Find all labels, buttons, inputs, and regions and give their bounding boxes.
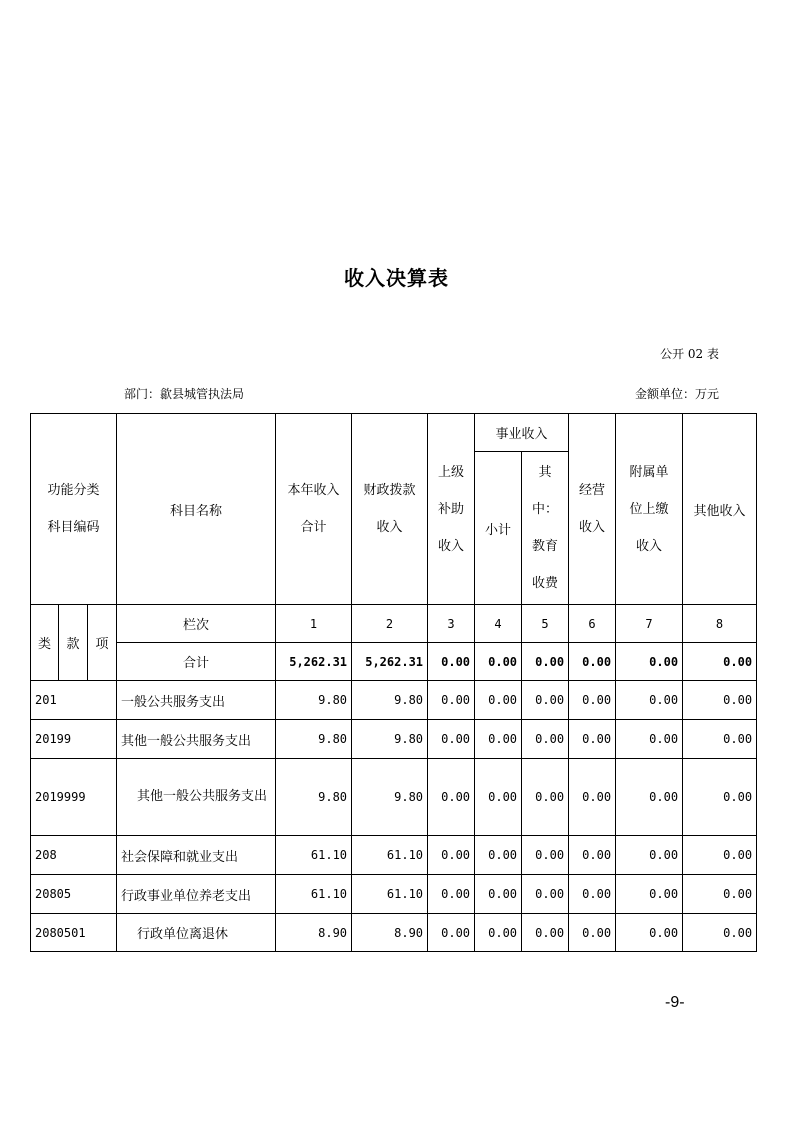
row-value: 0.00 xyxy=(475,875,522,914)
table-row xyxy=(31,914,757,952)
row-code: 208 xyxy=(31,836,117,875)
row-value: 0.00 xyxy=(475,720,522,759)
row-code: 2019999 xyxy=(31,759,117,836)
row-value: 61.10 xyxy=(352,836,428,875)
page-number: -9- xyxy=(665,994,685,1011)
row-value: 0.00 xyxy=(683,836,757,875)
row-code: 2080501 xyxy=(31,914,117,952)
row-value: 0.00 xyxy=(569,720,616,759)
row-value: 0.00 xyxy=(522,759,569,836)
header-operating: 经营 收入 xyxy=(569,414,616,605)
row-value: 0.00 xyxy=(475,681,522,720)
total-value: 0.00 xyxy=(616,643,683,681)
table-row xyxy=(31,759,757,836)
header-xiang: 项 xyxy=(88,605,117,681)
row-value: 61.10 xyxy=(352,875,428,914)
row-name: 其他一般公共服务支出 xyxy=(117,759,276,836)
total-row-label: 合计 xyxy=(117,643,276,681)
unit-label: 金额单位：万元 xyxy=(634,387,719,401)
table-row xyxy=(31,720,757,759)
row-value: 9.80 xyxy=(352,720,428,759)
row-value: 8.90 xyxy=(276,914,352,952)
row-value: 0.00 xyxy=(428,681,475,720)
row-value: 0.00 xyxy=(428,720,475,759)
row-value: 0.00 xyxy=(475,914,522,952)
row-value: 0.00 xyxy=(522,914,569,952)
header-superior: 上级 补助 收入 xyxy=(428,414,475,605)
col-num: 5 xyxy=(522,605,569,643)
header-business: 事业收入 xyxy=(475,414,569,452)
row-value: 0.00 xyxy=(475,836,522,875)
row-value: 9.80 xyxy=(352,759,428,836)
row-value: 0.00 xyxy=(616,914,683,952)
row-name: 社会保障和就业支出 xyxy=(117,836,276,875)
row-value: 9.80 xyxy=(276,759,352,836)
row-code: 20805 xyxy=(31,875,117,914)
total-value: 0.00 xyxy=(428,643,475,681)
row-value: 0.00 xyxy=(569,681,616,720)
row-value: 8.90 xyxy=(352,914,428,952)
row-value: 61.10 xyxy=(276,875,352,914)
row-value: 0.00 xyxy=(522,681,569,720)
header-fiscal: 财政拨款 收入 xyxy=(352,414,428,605)
column-no-label: 栏次 xyxy=(117,605,276,643)
header-edu: 其 中： 教育 收费 xyxy=(522,452,569,605)
row-value: 0.00 xyxy=(683,681,757,720)
total-value: 5,262.31 xyxy=(276,643,352,681)
row-value: 0.00 xyxy=(428,914,475,952)
row-value: 0.00 xyxy=(522,720,569,759)
row-value: 0.00 xyxy=(569,875,616,914)
table-row xyxy=(31,875,757,914)
header-other: 其他收入 xyxy=(683,414,757,605)
col-num: 3 xyxy=(428,605,475,643)
row-value: 0.00 xyxy=(428,875,475,914)
row-code: 201 xyxy=(31,681,117,720)
header-lei: 类 xyxy=(31,605,59,681)
form-number: 公开 02 表 xyxy=(660,347,719,361)
row-value: 0.00 xyxy=(683,875,757,914)
header-subtotal: 小计 xyxy=(475,452,522,605)
row-value: 0.00 xyxy=(683,720,757,759)
row-value: 0.00 xyxy=(522,875,569,914)
row-value: 0.00 xyxy=(569,836,616,875)
row-value: 0.00 xyxy=(475,759,522,836)
total-value: 0.00 xyxy=(522,643,569,681)
income-table xyxy=(30,413,757,952)
header-code xyxy=(31,414,117,605)
header-affiliated: 附属单 位上缴 收入 xyxy=(616,414,683,605)
row-name: 行政事业单位养老支出 xyxy=(117,875,276,914)
row-value: 0.00 xyxy=(428,759,475,836)
row-value: 0.00 xyxy=(616,875,683,914)
row-value: 9.80 xyxy=(276,720,352,759)
header-name: 科目名称 xyxy=(117,414,276,605)
page-title: 收入决算表 xyxy=(344,266,449,290)
row-name: 其他一般公共服务支出 xyxy=(117,720,276,759)
table-row xyxy=(31,836,757,875)
col-num: 4 xyxy=(475,605,522,643)
row-name: 一般公共服务支出 xyxy=(117,681,276,720)
col-num: 8 xyxy=(683,605,757,643)
department-label: 部门：歙县城管执法局 xyxy=(124,387,245,401)
total-value: 0.00 xyxy=(569,643,616,681)
row-value: 0.00 xyxy=(569,759,616,836)
row-code: 20199 xyxy=(31,720,117,759)
row-value: 9.80 xyxy=(276,681,352,720)
col-num: 7 xyxy=(616,605,683,643)
table-row xyxy=(31,681,757,720)
header-kuan: 款 xyxy=(59,605,88,681)
row-value: 0.00 xyxy=(569,914,616,952)
row-value: 0.00 xyxy=(616,836,683,875)
col-num: 6 xyxy=(569,605,616,643)
total-value: 0.00 xyxy=(475,643,522,681)
header-total: 本年收入 合计 xyxy=(276,414,352,605)
row-value: 0.00 xyxy=(616,759,683,836)
row-value: 0.00 xyxy=(616,681,683,720)
total-value: 0.00 xyxy=(683,643,757,681)
row-value: 0.00 xyxy=(428,836,475,875)
row-value: 0.00 xyxy=(683,914,757,952)
row-value: 0.00 xyxy=(683,759,757,836)
row-name: 行政单位离退休 xyxy=(117,914,276,952)
row-value: 61.10 xyxy=(276,836,352,875)
row-value: 0.00 xyxy=(616,720,683,759)
col-num: 1 xyxy=(276,605,352,643)
total-value: 5,262.31 xyxy=(352,643,428,681)
row-value: 0.00 xyxy=(522,836,569,875)
col-num: 2 xyxy=(352,605,428,643)
header-code-text: 功能分类 科目编码 xyxy=(47,483,100,535)
row-value: 9.80 xyxy=(352,681,428,720)
